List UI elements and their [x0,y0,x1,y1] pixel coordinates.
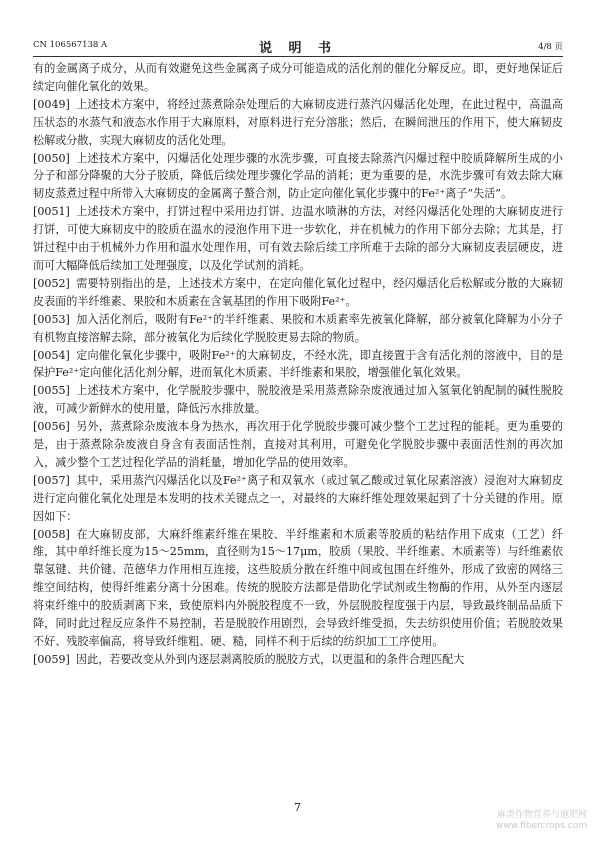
header-divider [33,56,563,57]
paragraph-text: 上述技术方案中，将经过蒸煮除杂处理后的大麻韧皮进行蒸汽闪爆活化处理，在此过程中，高温高压状态的水蒸气和液态水作用于大麻原料，对原料进行充分溶胀；然后，在瞬间泄压的作用下，使大麻韧皮松解或分散，实现大麻韧皮的活化处理。 [33,97,563,147]
paragraph [33,651,563,669]
paragraph-text: 上述技术方案中，化学脱胶步骤中，脱胶液是采用蒸煮除杂废液通过加入氢氧化钠配制的碱性脱胶液，可减少新鲜水的使用量，降低污水排放量。 [33,384,563,416]
paragraph-text: 因此，若要改变从外到内逐层剥离胶质的脱胶方式，以更温和的条件合理匹配大 [76,652,465,666]
patent-number: CN 106567138 A [33,40,108,50]
paragraph-number: [0050] [33,151,70,165]
paragraph-number: [0049] [33,97,70,111]
paragraph-text: 其中，采用蒸汽闪爆活化以及Fe²⁺离子和双氧水（或过氧乙酸或过氧化尿素溶液）浸泡对大麻韧皮进行定向催化氧化处理是本发明的技术关键点之一，对最终的大麻纤维处理效果起到了十分关键的作用。原因如下： [33,473,563,523]
paragraph [33,472,563,526]
paragraph-text: 另外，蒸煮除杂废液本身为热水，再次用于化学脱胶步骤可减少整个工艺过程的能耗。更为重要的是，由于蒸煮除杂废液自身含有表面活性剂，直接对其利用，可避免化学脱胶步骤中表面活性剂的再次加入，减少整个工艺过程化学品的消耗量，增加化学品的使用效率。 [33,420,563,469]
paragraph-number: [0052] [33,276,70,290]
paragraph-number: [0054] [33,348,70,362]
paragraph-number: [0055] [33,384,70,398]
paragraph-text: 有的金属离子成分，从而有效避免这些金属离子成分可能造成的活化剂的催化分解反应。即，更好地保证后续定向催化氧化的效果。 [33,62,563,93]
watermark [496,810,587,832]
paragraph [33,382,563,418]
document-title: 说 明 书 [258,41,338,56]
paragraph-number: [0051] [33,205,70,219]
paragraph-number: [0056] [33,420,70,434]
paragraph [33,526,563,651]
paragraph [33,311,563,347]
paragraph [33,96,563,150]
paragraph [33,347,563,383]
page-number: 7 [294,801,301,814]
paragraph-text: 在大麻韧皮部，大麻纤维素纤维在果胶、半纤维素和木质素等胶质的粘结作用下成束（工艺）纤维，其中单纤维长度为15～25mm，直径则为15～17μm，胶质（果胶、半纤维素、木质素等）与纤维素依靠氢键、共价键、范德华力作用相互连接，这些胶质分散在纤维中间或包围在纤维外，形成了致密的网络三维空间结构，使得纤维素分离十分困难。传统的脱胶方法都是借助化学试剂或生物酶的作用，从外至内逐层将束纤维中的胶质剥离下来，致使原料内外脱胶程度不一致，外层脱胶程度强于内层，导致最终制品品质下降，同时此过程反应条件不易控制，若是脱胶作用剧烈，会导致纤维受损，失去纺织使用价值；若脱胶效果不好、残胶率偏高，将导致纤维粗、硬、糙，同样不利于后续的纺织加工工序使用。 [33,527,563,648]
paragraph-text: 上述技术方案中，打饼过程中采用边打饼、边温水喷淋的方法，对经闪爆活化处理的大麻韧皮进行打饼，可使大麻韧皮中的胶质在温水的浸泡作用下进一步软化，并在机械力的作用下部分去除；尤其是，打饼过程中由于机械外力作用和温水处理作用，可有效去除后续工序所难于去除的部分大麻韧皮表层硬皮，进而可大幅降低后续加工处理强度，以及化学试剂的消耗。 [33,205,563,272]
paragraph [33,150,563,204]
page-header [33,37,563,55]
paragraph-text: 需要特别指出的是，上述技术方案中，在定向催化氧化过程中，经闪爆活化后松解或分散的大麻韧皮表面的半纤维素、果胶和木质素在含氧基团的作用下吸附Fe²⁺。 [33,276,563,308]
paragraph-text: 上述技术方案中，闪爆活化处理步骤的水洗步骤，可直接去除蒸汽闪爆过程中胶质降解所生成的小分子和部分降聚的大分子胶质，降低后续处理步骤化学品的消耗；更为重要的是，水洗步骤可有效去除大麻韧皮蒸煮过程中所带入大麻韧皮的金属离子螯合剂，防止定向催化氧化步骤中的Fe²⁺离子“失活”。 [33,151,563,201]
watermark-title: 麻类作物营养与施肥网 [496,810,587,820]
watermark-url: www.fibercrops.com [496,821,587,831]
paragraph [33,203,563,275]
paragraph-number: [0059] [33,652,70,666]
paragraph [33,275,563,311]
paragraph-number: [0053] [33,312,70,326]
document-body [33,60,563,669]
paragraph-number: [0057] [33,473,70,487]
paragraph [33,60,563,96]
page-info: 4/8 页 [538,42,563,52]
paragraph-text: 加入活化剂后，吸附有Fe²⁺的半纤维素、果胶和木质素率先被氧化降解，部分被氧化降解为小分子有机物直接溶解去除，部分被氧化为后续化学脱胶更易去除的物质。 [33,312,563,344]
paragraph-text: 定向催化氧化步骤中，吸附Fe²⁺的大麻韧皮，不经水洗，即直接置于含有活化剂的溶液中，目的是保护Fe²⁺定向催化活化剂分解，进而氧化木质素、半纤维素和果胶，增强催化氧化效果。 [33,348,563,380]
paragraph [33,418,563,472]
paragraph-number: [0058] [33,527,70,541]
